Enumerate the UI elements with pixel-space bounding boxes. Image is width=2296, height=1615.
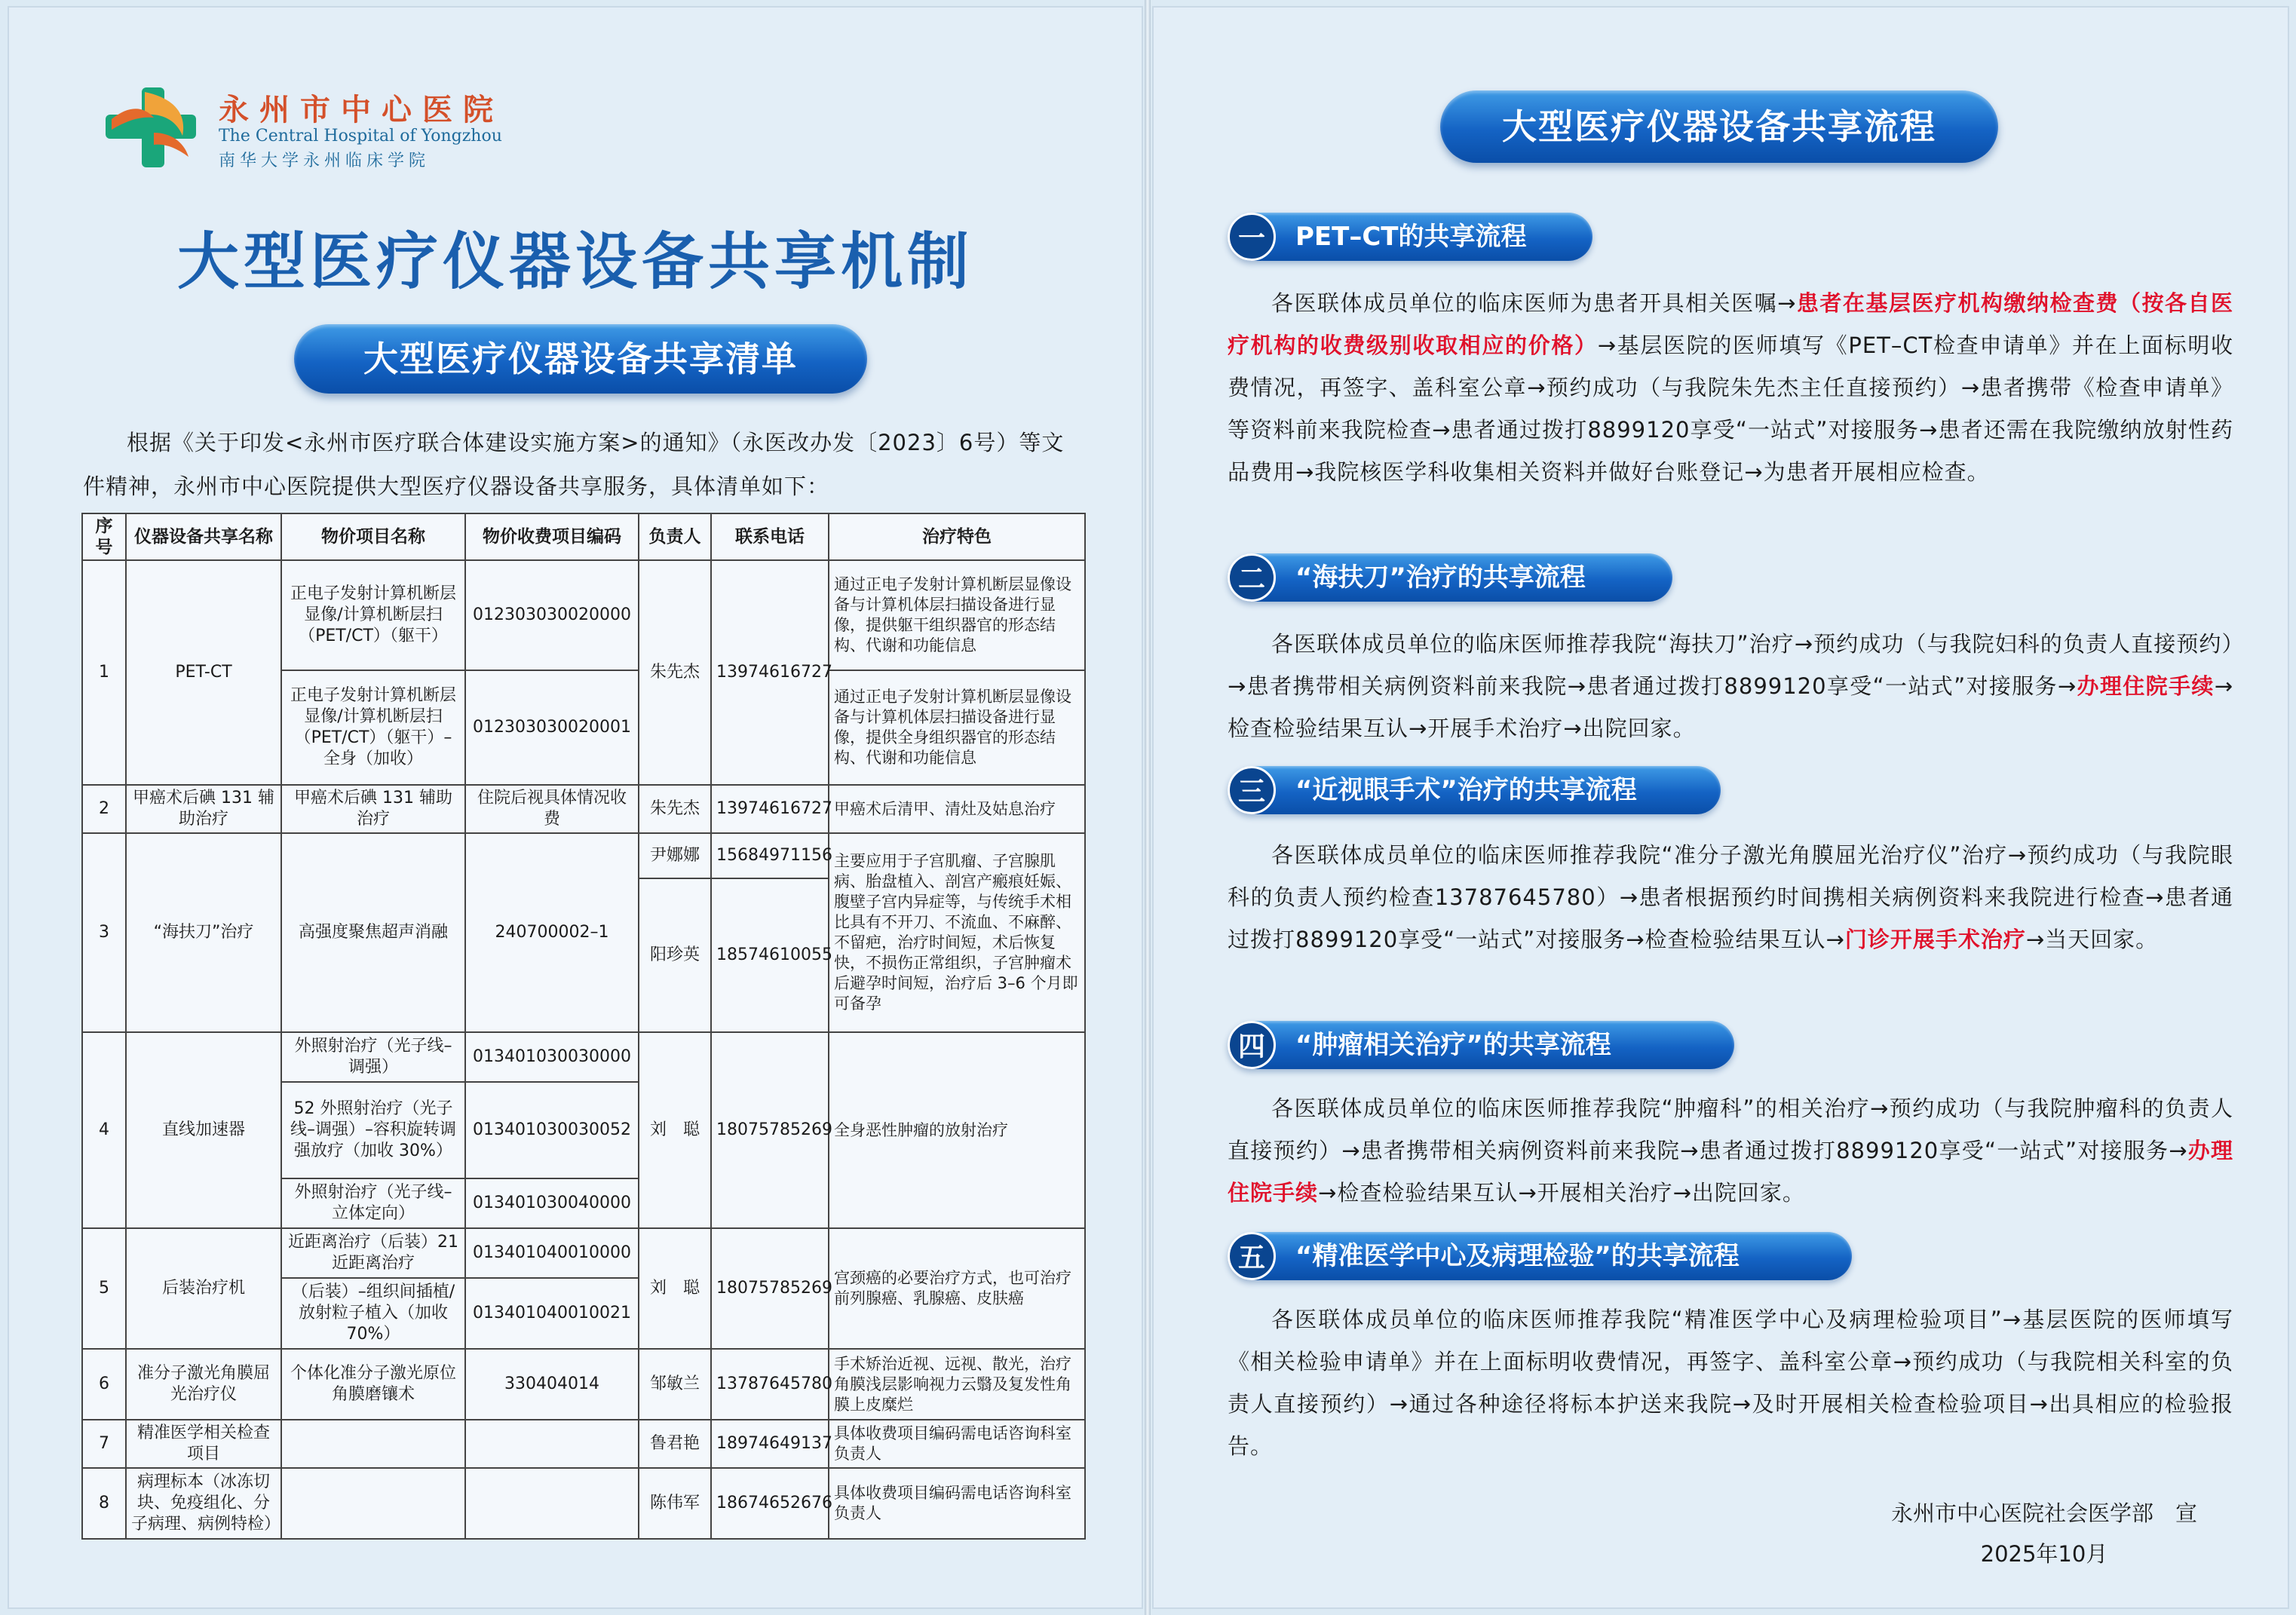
cell-name: 后装治疗机 [126, 1228, 281, 1349]
header-no: 序号 [82, 513, 126, 560]
hospital-cross-icon [98, 83, 204, 173]
section-number: 五 [1228, 1232, 1276, 1280]
cell-feature: 通过正电子发射计算机断层显像设备与计算机体层扫描设备进行显像，提供躯干组织器官的形态结构、代谢和功能信息 [829, 560, 1085, 670]
cell-phone: 18574610055 [711, 878, 829, 1032]
highlight-text: 办理住院手续 [1228, 1138, 2233, 1206]
section-body-3 [1228, 834, 2233, 961]
cell-feature: 宫颈癌的必要治疗方式，也可治疗前列腺癌、乳腺癌、皮肤癌 [829, 1228, 1085, 1349]
cell-item: 外照射治疗（光子线–调强） [281, 1032, 465, 1082]
cell-no: 1 [82, 560, 126, 785]
cell-no: 3 [82, 833, 126, 1032]
cell-name: 病理标本（冰冻切块、免疫组化、分子病理、病例特检） [126, 1468, 281, 1539]
cell-item [281, 1468, 465, 1539]
table-row [82, 560, 1085, 670]
section-header-1 [1228, 213, 1592, 261]
section-text: →当天回家。 [2025, 927, 2159, 952]
table-row [82, 785, 1085, 833]
right-page [1152, 6, 2289, 1609]
section-header-3 [1228, 766, 1721, 814]
table-row [82, 1420, 1085, 1468]
cell-phone: 18674652676 [711, 1468, 829, 1539]
table-row [82, 1032, 1085, 1082]
cell-phone: 18075785269 [711, 1228, 829, 1349]
section-title: “近视眼手术”治疗的共享流程 [1295, 775, 1637, 805]
header-code: 物价收费项目编码 [465, 513, 639, 560]
section-text: 各医联体成员单位的临床医师推荐我院“准分子激光角膜屈光治疗仪”治疗→预约成功（与我院眼科的负责人预约检查13787645780）→患者根据预约时间携相关病例资料来我院进行检查→患者通过拨打8899120享受“一站式”对接服务→检查检验结果互认→ [1228, 842, 2233, 952]
section-number: 三 [1228, 766, 1276, 814]
cell-no: 8 [82, 1468, 126, 1539]
header-name: 仪器设备共享名称 [126, 513, 281, 560]
section-header-5 [1228, 1232, 1852, 1280]
cell-no: 4 [82, 1032, 126, 1228]
cell-code: 013401030030000 [465, 1032, 639, 1082]
hospital-logo [98, 83, 581, 173]
cell-code: 240700002–1 [465, 833, 639, 1032]
section-number: 一 [1228, 213, 1276, 261]
list-title-banner: 大型医疗仪器设备共享清单 [294, 324, 867, 394]
cell-item: 正电子发射计算机断层显像/计算机断层扫（PET/CT）（躯干）–全身（加收） [281, 670, 465, 785]
cell-person: 刘 聪 [639, 1228, 711, 1349]
table-row [82, 1349, 1085, 1420]
cell-name: 准分子激光角膜屈光治疗仪 [126, 1349, 281, 1420]
cell-feature: 甲癌术后清甲、清灶及姑息治疗 [829, 785, 1085, 833]
section-text: 各医联体成员单位的临床医师为患者开具相关医嘱→ [1271, 290, 1797, 316]
cell-no: 6 [82, 1349, 126, 1420]
sign-org: 永州市中心医院社会医学部 宣 [1890, 1500, 2197, 1526]
header-item: 物价项目名称 [281, 513, 465, 560]
cell-feature: 具体收费项目编码需电话咨询科室负责人 [829, 1468, 1085, 1539]
cell-code: 013401030040000 [465, 1178, 639, 1228]
cell-item: （后装）–组织间插植/放射粒子植入（加收 70%） [281, 1278, 465, 1349]
cell-code: 012303030020001 [465, 670, 639, 785]
cell-person: 尹娜娜 [639, 833, 711, 878]
section-title: “精准医学中心及病理检验”的共享流程 [1295, 1241, 1740, 1271]
section-body-1 [1228, 282, 2233, 493]
signature-block [1891, 1493, 2197, 1574]
cell-feature: 全身恶性肿瘤的放射治疗 [829, 1032, 1085, 1228]
logo-cn-name: 永州市中心医院 [219, 92, 504, 127]
cell-feature: 手术矫治近视、远视、散光，治疗角膜浅层影响视力云翳及复发性角膜上皮糜烂 [829, 1349, 1085, 1420]
cell-name: 精准医学相关检查项目 [126, 1420, 281, 1468]
process-title-banner: 大型医疗仪器设备共享流程 [1440, 90, 1998, 163]
section-header-4 [1228, 1021, 1734, 1069]
section-body-5 [1228, 1298, 2233, 1467]
section-text: →检查检验结果互认→开展手术治疗→出院回家。 [1228, 673, 2233, 741]
cell-person: 刘 聪 [639, 1032, 711, 1228]
logo-subtitle: 南华大学永州临床学院 [219, 152, 431, 170]
section-text: 各医联体成员单位的临床医师推荐我院“精准医学中心及病理检验项目”→基层医院的医师填写《相关检验申请单》并在上面标明收费情况，再签字、盖科室公章→预约成功（与我院相关科室的负责人直接预约）→通过各种途径将标本护送来我院→及时开展相关检查检验项目→出具相应的检验报告。 [1228, 1307, 2233, 1459]
cell-name: 甲癌术后碘 131 辅助治疗 [126, 785, 281, 833]
section-body-4 [1228, 1087, 2233, 1214]
cell-phone: 13974616727 [711, 560, 829, 785]
cell-code: 012303030020000 [465, 560, 639, 670]
section-text: 各医联体成员单位的临床医师推荐我院“海扶刀”治疗→预约成功（与我院妇科的负责人直接预约）→患者携带相关病例资料前来我院→患者通过拨打8899120享受“一站式”对接服务→ [1228, 631, 2233, 699]
cell-item: 52 外照射治疗（光子线–调强）–容积旋转调强放疗（加收 30%） [281, 1082, 465, 1178]
section-title: “海扶刀”治疗的共享流程 [1295, 562, 1586, 593]
section-header-2 [1228, 553, 1672, 602]
page-fold [1145, 0, 1151, 1615]
page-title: 大型医疗仪器设备共享机制 [176, 226, 973, 298]
cell-phone: 13787645780 [711, 1349, 829, 1420]
table-row [82, 833, 1085, 878]
cell-no: 7 [82, 1420, 126, 1468]
cell-person: 鲁君艳 [639, 1420, 711, 1468]
cell-item: 近距离治疗（后装）21 近距离治疗 [281, 1228, 465, 1278]
cell-person: 朱先杰 [639, 785, 711, 833]
cell-code: 013401040010021 [465, 1278, 639, 1349]
equipment-table [81, 513, 1086, 1540]
cell-item: 高强度聚焦超声消融 [281, 833, 465, 1032]
cell-person: 陈伟军 [639, 1468, 711, 1539]
section-text: →检查检验结果互认→开展相关治疗→出院回家。 [1318, 1180, 1805, 1206]
cell-feature: 通过正电子发射计算机断层显像设备与计算机体层扫描设备进行显像，提供全身组织器官的形态结构、代谢和功能信息 [829, 670, 1085, 785]
section-title: “肿瘤相关治疗”的共享流程 [1295, 1030, 1611, 1060]
cell-person: 朱先杰 [639, 560, 711, 785]
left-page [8, 6, 1143, 1609]
cell-feature: 具体收费项目编码需电话咨询科室负责人 [829, 1420, 1085, 1468]
sign-date: 2025年10月 [1980, 1541, 2108, 1567]
section-number: 四 [1228, 1021, 1276, 1069]
cell-person: 阳珍英 [639, 878, 711, 1032]
cell-name: “海扶刀”治疗 [126, 833, 281, 1032]
cell-phone: 15684971156 [711, 833, 829, 878]
header-feature: 治疗特色 [829, 513, 1085, 560]
cell-feature: 主要应用于子宫肌瘤、子宫腺肌病、胎盘植入、剖宫产瘢痕妊娠、腹壁子宫内异症等，与传统手术相比具有不开刀、不流血、不麻醉、不留疤，治疗时间短，术后恢复快，不损伤正常组织，子宫肿瘤术后避孕时间短，治疗后 3–6 个月即可备孕 [829, 833, 1085, 1032]
cell-name: PET-CT [126, 560, 281, 785]
highlight-text: 办理住院手续 [2077, 673, 2215, 699]
cell-name: 直线加速器 [126, 1032, 281, 1228]
cell-no: 2 [82, 785, 126, 833]
cell-phone: 18075785269 [711, 1032, 829, 1228]
cell-item: 外照射治疗（光子线–立体定向） [281, 1178, 465, 1228]
header-person: 负责人 [639, 513, 711, 560]
section-text: →基层医院的医师填写《PET–CT检查申请单》并在上面标明收费情况，再签字、盖科室公章→预约成功（与我院朱先杰主任直接预约）→患者携带《检查申请单》等资料前来我院检查→患者通过拨打8899120享受“一站式”对接服务→患者还需在我院缴纳放射性药品费用→我院核医学科收集相关资料并做好台账登记→为患者开展相应检查。 [1228, 332, 2233, 485]
header-phone: 联系电话 [711, 513, 829, 560]
table-row [82, 1468, 1085, 1539]
cell-code: 013401040010000 [465, 1228, 639, 1278]
logo-en-name: The Central Hospital of Yongzhou [219, 127, 502, 146]
cell-code: 330404014 [465, 1349, 639, 1420]
cell-no: 5 [82, 1228, 126, 1349]
section-text: 各医联体成员单位的临床医师推荐我院“肿瘤科”的相关治疗→预约成功（与我院肿瘤科的负责人直接预约）→患者携带相关病例资料前来我院→患者通过拨打8899120享受“一站式”对接服务→ [1228, 1096, 2233, 1163]
table-header-row [82, 513, 1085, 560]
cell-item: 正电子发射计算机断层显像/计算机断层扫（PET/CT）（躯干） [281, 560, 465, 670]
cell-code: 住院后视具体情况收费 [465, 785, 639, 833]
section-title: PET–CT的共享流程 [1295, 222, 1527, 252]
cell-item: 个体化准分子激光原位角膜磨镶术 [281, 1349, 465, 1420]
cell-phone: 13974616727 [711, 785, 829, 833]
highlight-text: 门诊开展手术治疗 [1844, 927, 2026, 952]
cell-item [281, 1420, 465, 1468]
cell-item: 甲癌术后碘 131 辅助治疗 [281, 785, 465, 833]
intro-paragraph: 根据《关于印发<永州市医疗联合体建设实施方案>的通知》（永医改办发〔2023〕6号）等文件精神，永州市中心医院提供大型医疗仪器设备共享服务，具体清单如下： [83, 430, 1065, 499]
highlight-text: 患者在基层医疗机构缴纳检查费（按各自医疗机构的收费级别收取相应的价格） [1228, 290, 2233, 358]
section-number: 二 [1228, 553, 1276, 602]
cell-person: 邹敏兰 [639, 1349, 711, 1420]
table-row [82, 1228, 1085, 1278]
section-body-2 [1228, 623, 2233, 749]
cell-code [465, 1468, 639, 1539]
cell-code: 013401030030052 [465, 1082, 639, 1178]
cell-code [465, 1420, 639, 1468]
cell-phone: 18974649137 [711, 1420, 829, 1468]
